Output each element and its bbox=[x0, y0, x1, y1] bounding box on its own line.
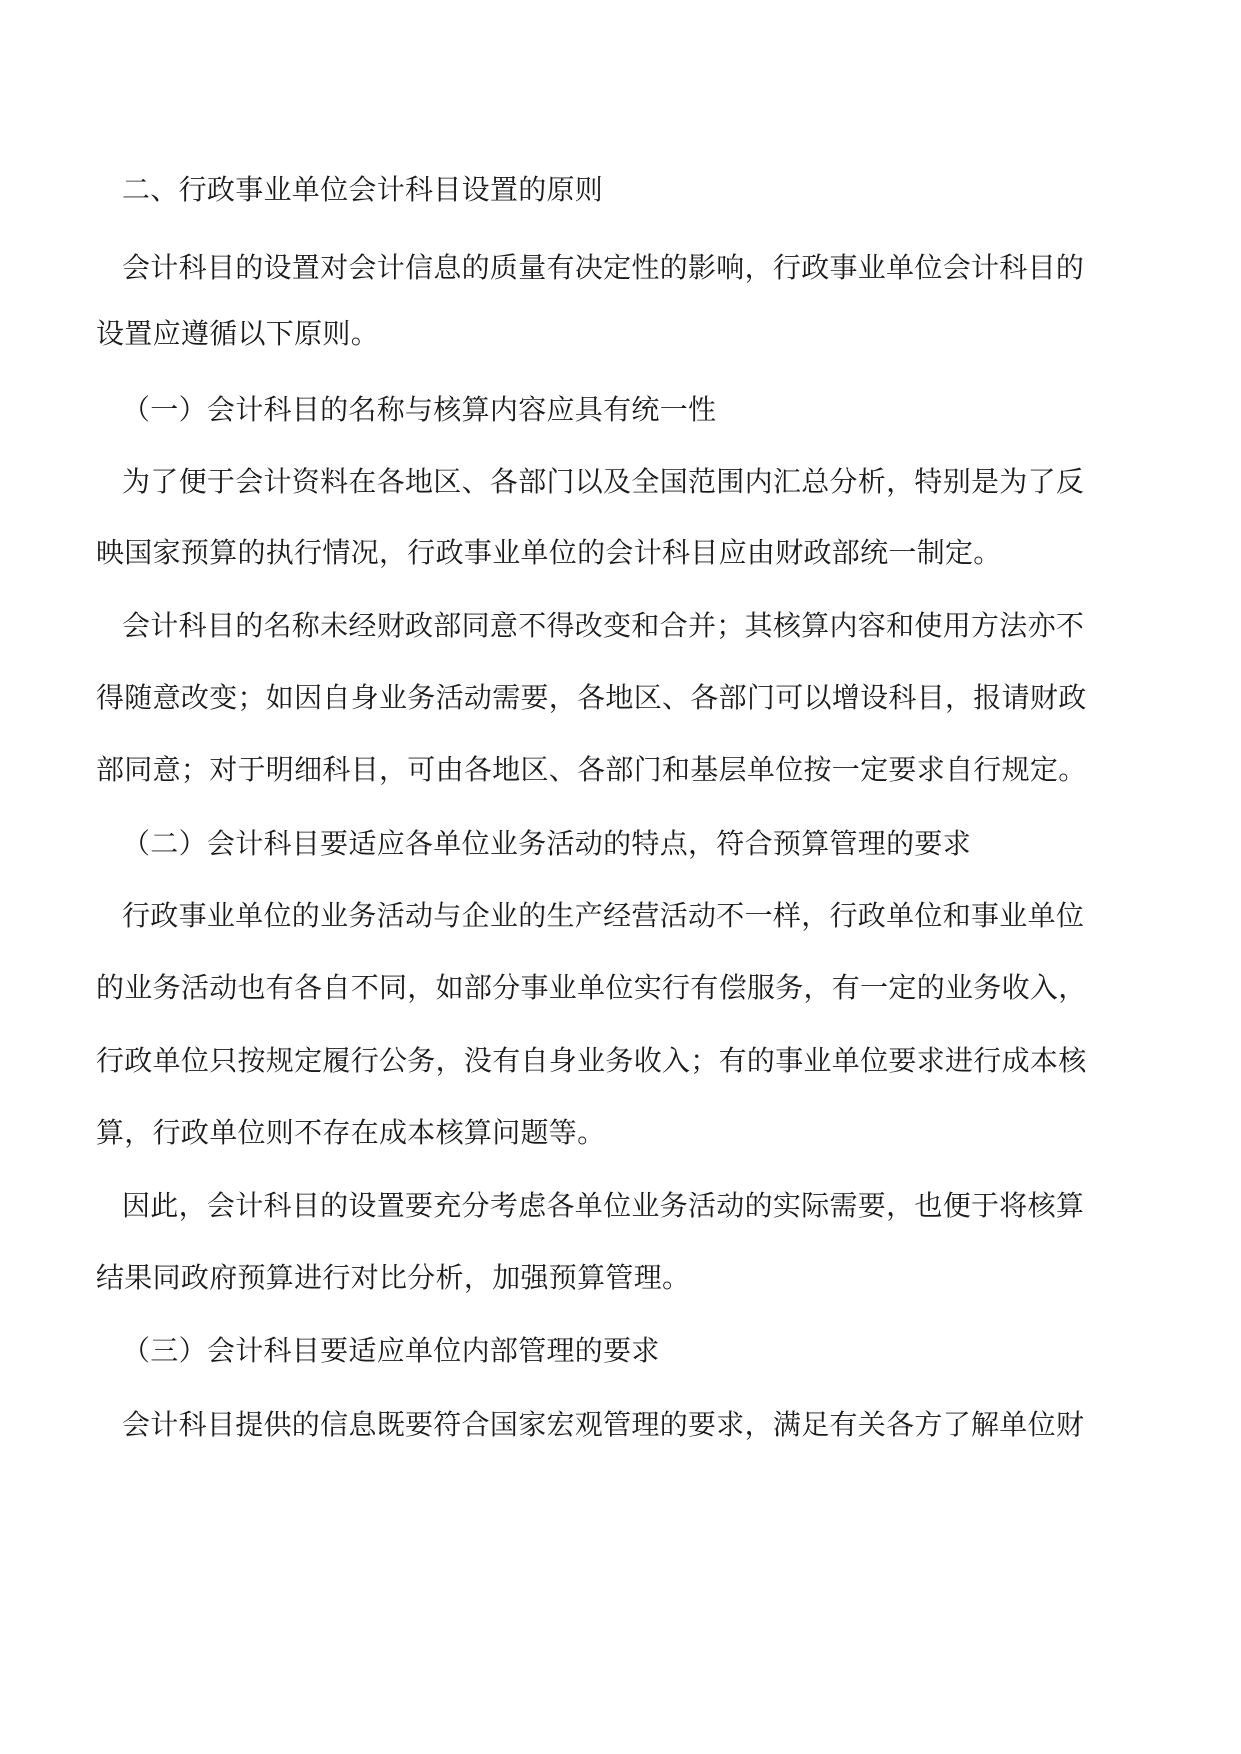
paragraph-line: 部同意；对于明细科目，可由各地区、各部门和基层单位按一定要求自行规定。 bbox=[96, 753, 1087, 786]
paragraph-line: 映国家预算的执行情况，行政事业单位的会计科目应由财政部统一制定。 bbox=[96, 536, 1002, 569]
section-heading: 二、行政事业单位会计科目设置的原则 bbox=[122, 173, 604, 206]
paragraph-line: 的业务活动也有各自不同，如部分事业单位实行有偿服务，有一定的业务收入， bbox=[96, 971, 1087, 1004]
paragraph-line: 设置应遵循以下原则。 bbox=[96, 317, 380, 350]
paragraph-line: 会计科目提供的信息既要符合国家宏观管理的要求，满足有关各方了解单位财 bbox=[122, 1408, 1085, 1441]
subsection-heading: （三）会计科目要适应单位内部管理的要求 bbox=[122, 1334, 660, 1367]
subsection-heading: （一）会计科目的名称与核算内容应具有统一性 bbox=[122, 393, 717, 426]
paragraph-line: 会计科目的名称未经财政部同意不得改变和合并；其核算内容和使用方法亦不 bbox=[122, 609, 1085, 642]
subsection-heading: （二）会计科目要适应各单位业务活动的特点，符合预算管理的要求 bbox=[122, 827, 972, 860]
paragraph-line: 行政事业单位的业务活动与企业的生产经营活动不一样，行政单位和事业单位 bbox=[122, 899, 1085, 932]
paragraph-line: 因此，会计科目的设置要充分考虑各单位业务活动的实际需要，也便于将核算 bbox=[122, 1189, 1085, 1222]
paragraph-line: 行政单位只按规定履行公务，没有自身业务收入；有的事业单位要求进行成本核 bbox=[96, 1044, 1087, 1077]
paragraph-line: 算，行政单位则不存在成本核算问题等。 bbox=[96, 1116, 606, 1149]
paragraph-line: 结果同政府预算进行对比分析，加强预算管理。 bbox=[96, 1261, 691, 1294]
paragraph-line: 会计科目的设置对会计信息的质量有决定性的影响，行政事业单位会计科目的 bbox=[122, 251, 1085, 284]
paragraph-line: 为了便于会计资料在各地区、各部门以及全国范围内汇总分析，特别是为了反 bbox=[122, 465, 1085, 498]
paragraph-line: 得随意改变；如因自身业务活动需要，各地区、各部门可以增设科目，报请财政 bbox=[96, 681, 1087, 714]
